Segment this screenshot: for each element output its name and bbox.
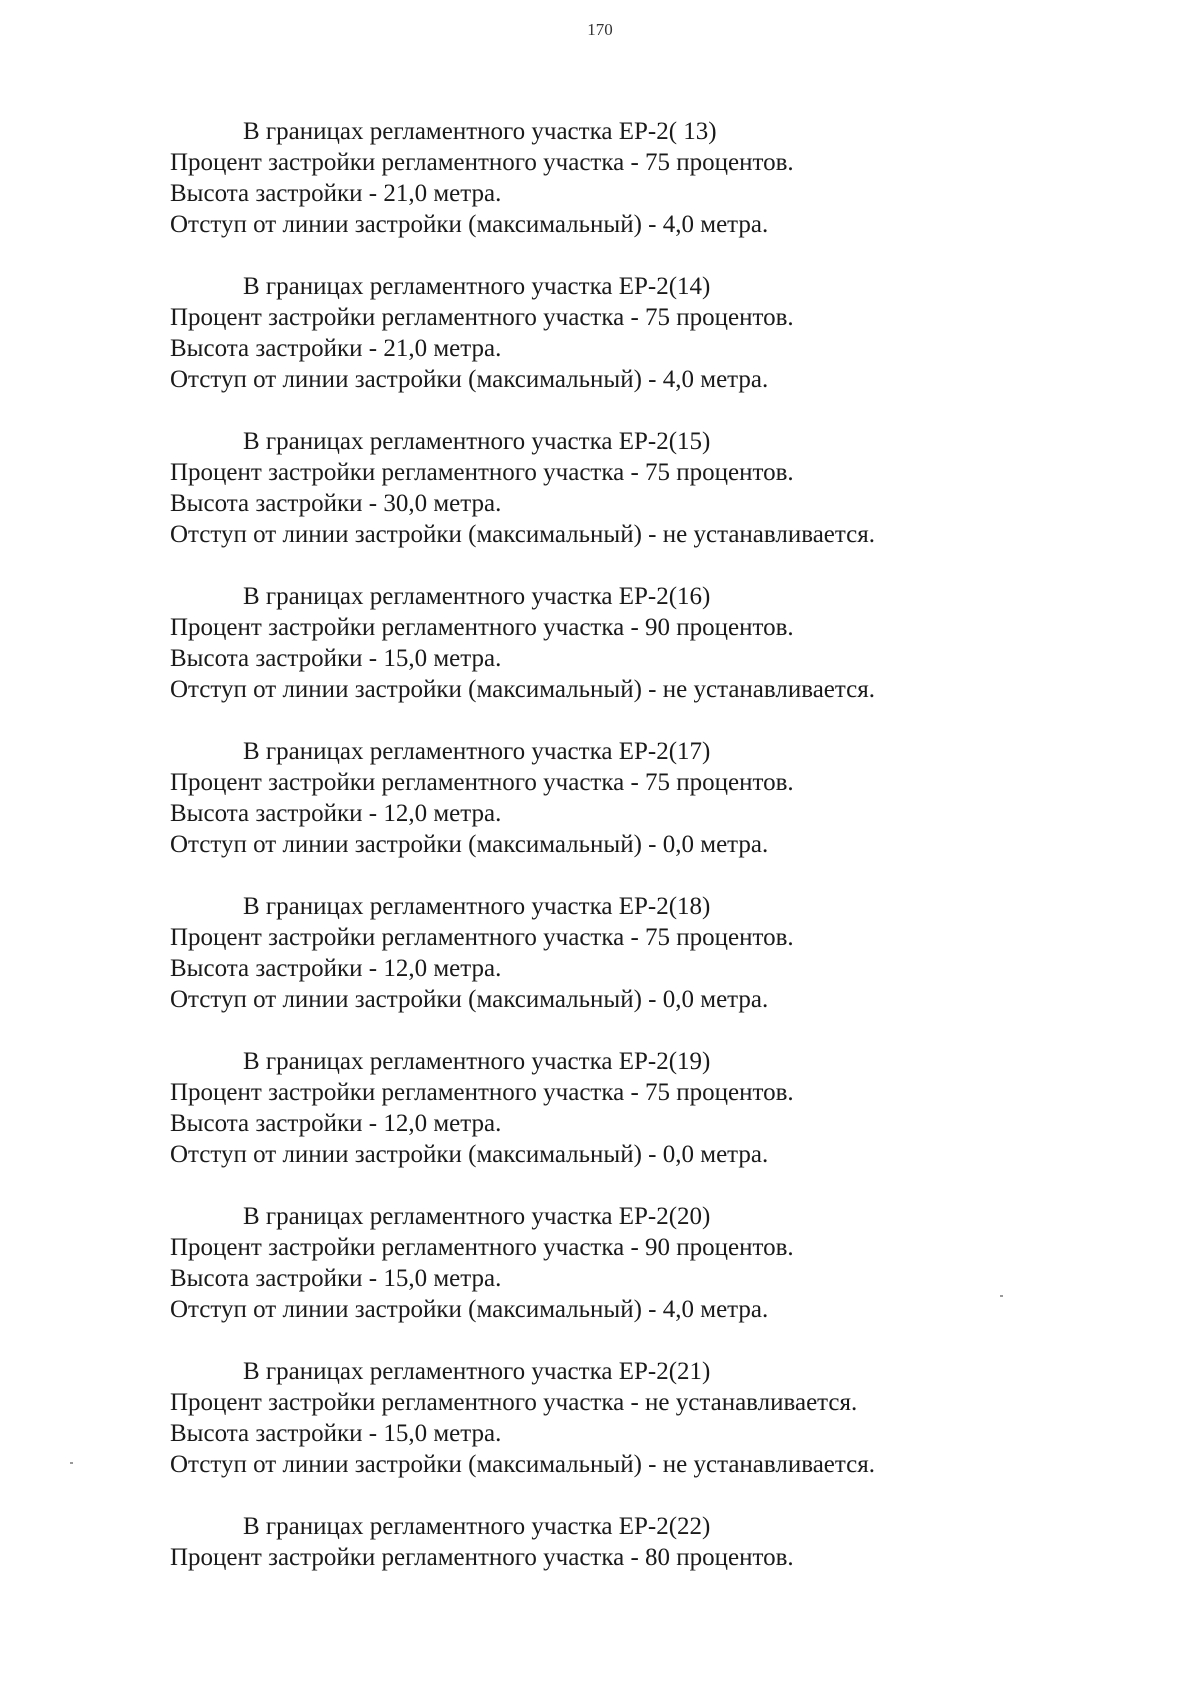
section-line-setback: Отступ от линии застройки (максимальный) - 4,0 метра.: [170, 1296, 769, 1323]
section-line-building-percent: Процент застройки регламентного участка - 75 процентов.: [170, 149, 794, 176]
section-heading: В границах регламентного участка ЕР-2(20): [243, 1203, 711, 1230]
section-line-setback: Отступ от линии застройки (максимальный) - не устанавливается.: [170, 521, 875, 548]
section-line-building-percent: Процент застройки регламентного участка - 90 процентов.: [170, 614, 794, 641]
section-ep-2-22: [170, 1511, 1150, 1666]
section-line-building-height: Высота застройки - 21,0 метра.: [170, 180, 502, 207]
section-line-building-height: Высота застройки - 12,0 метра.: [170, 1110, 502, 1137]
section-ep-2-15: [170, 426, 1150, 581]
section-line-setback: Отступ от линии застройки (максимальный) - не устанавливается.: [170, 1451, 875, 1478]
section-line-setback: Отступ от линии застройки (максимальный) - 0,0 метра.: [170, 831, 769, 858]
section-line-building-height: Высота застройки - 15,0 метра.: [170, 645, 502, 672]
section-ep-2-13: [170, 116, 1150, 271]
section-line-setback: Отступ от линии застройки (максимальный) - 4,0 метра.: [170, 211, 769, 238]
section-line-building-height: Высота застройки - 12,0 метра.: [170, 800, 502, 827]
section-line-setback: Отступ от линии застройки (максимальный) - 0,0 метра.: [170, 1141, 769, 1168]
section-ep-2-17: [170, 736, 1150, 891]
section-ep-2-19: [170, 1046, 1150, 1201]
regulation-sections: [170, 116, 1150, 1666]
section-heading: В границах регламентного участка ЕР-2(14): [243, 273, 711, 300]
section-line-building-percent: Процент застройки регламентного участка - 75 процентов.: [170, 924, 794, 951]
section-ep-2-14: [170, 271, 1150, 426]
section-heading: В границах регламентного участка ЕР-2(16): [243, 583, 711, 610]
section-heading: В границах регламентного участка ЕР-2(18): [243, 893, 711, 920]
section-heading: В границах регламентного участка ЕР-2(19): [243, 1048, 711, 1075]
section-line-building-percent: Процент застройки регламентного участка - 90 процентов.: [170, 1234, 794, 1261]
section-heading: В границах регламентного участка ЕР-2(21): [243, 1358, 711, 1385]
section-heading: В границах регламентного участка ЕР-2(15): [243, 428, 711, 455]
section-line-building-percent: Процент застройки регламентного участка - 75 процентов.: [170, 304, 794, 331]
section-line-building-height: Высота застройки - 15,0 метра.: [170, 1265, 502, 1292]
section-line-building-height: Высота застройки - 15,0 метра.: [170, 1420, 502, 1447]
section-ep-2-18: [170, 891, 1150, 1046]
section-line-setback: Отступ от линии застройки (максимальный) - 0,0 метра.: [170, 986, 769, 1013]
scan-speck: [70, 1462, 73, 1464]
section-line-building-height: Высота застройки - 21,0 метра.: [170, 335, 502, 362]
section-line-building-percent: Процент застройки регламентного участка - 80 процентов.: [170, 1544, 794, 1571]
section-heading: В границах регламентного участка ЕР-2( 13): [243, 118, 717, 145]
section-line-setback: Отступ от линии застройки (максимальный) - 4,0 метра.: [170, 366, 769, 393]
section-heading: В границах регламентного участка ЕР-2(22): [243, 1513, 711, 1540]
section-ep-2-20: [170, 1201, 1150, 1356]
section-line-building-percent: Процент застройки регламентного участка - 75 процентов.: [170, 459, 794, 486]
section-line-building-percent: Процент застройки регламентного участка - 75 процентов.: [170, 769, 794, 796]
scan-speck: [1000, 1295, 1003, 1297]
section-line-building-percent: Процент застройки регламентного участка - 75 процентов.: [170, 1079, 794, 1106]
section-line-setback: Отступ от линии застройки (максимальный) - не устанавливается.: [170, 676, 875, 703]
section-ep-2-21: [170, 1356, 1150, 1511]
section-heading: В границах регламентного участка ЕР-2(17): [243, 738, 711, 765]
page-number: 170: [587, 20, 613, 39]
section-line-building-height: Высота застройки - 12,0 метра.: [170, 955, 502, 982]
section-ep-2-16: [170, 581, 1150, 736]
section-line-building-height: Высота застройки - 30,0 метра.: [170, 490, 502, 517]
section-line-building-percent: Процент застройки регламентного участка - не устанавливается.: [170, 1389, 858, 1416]
